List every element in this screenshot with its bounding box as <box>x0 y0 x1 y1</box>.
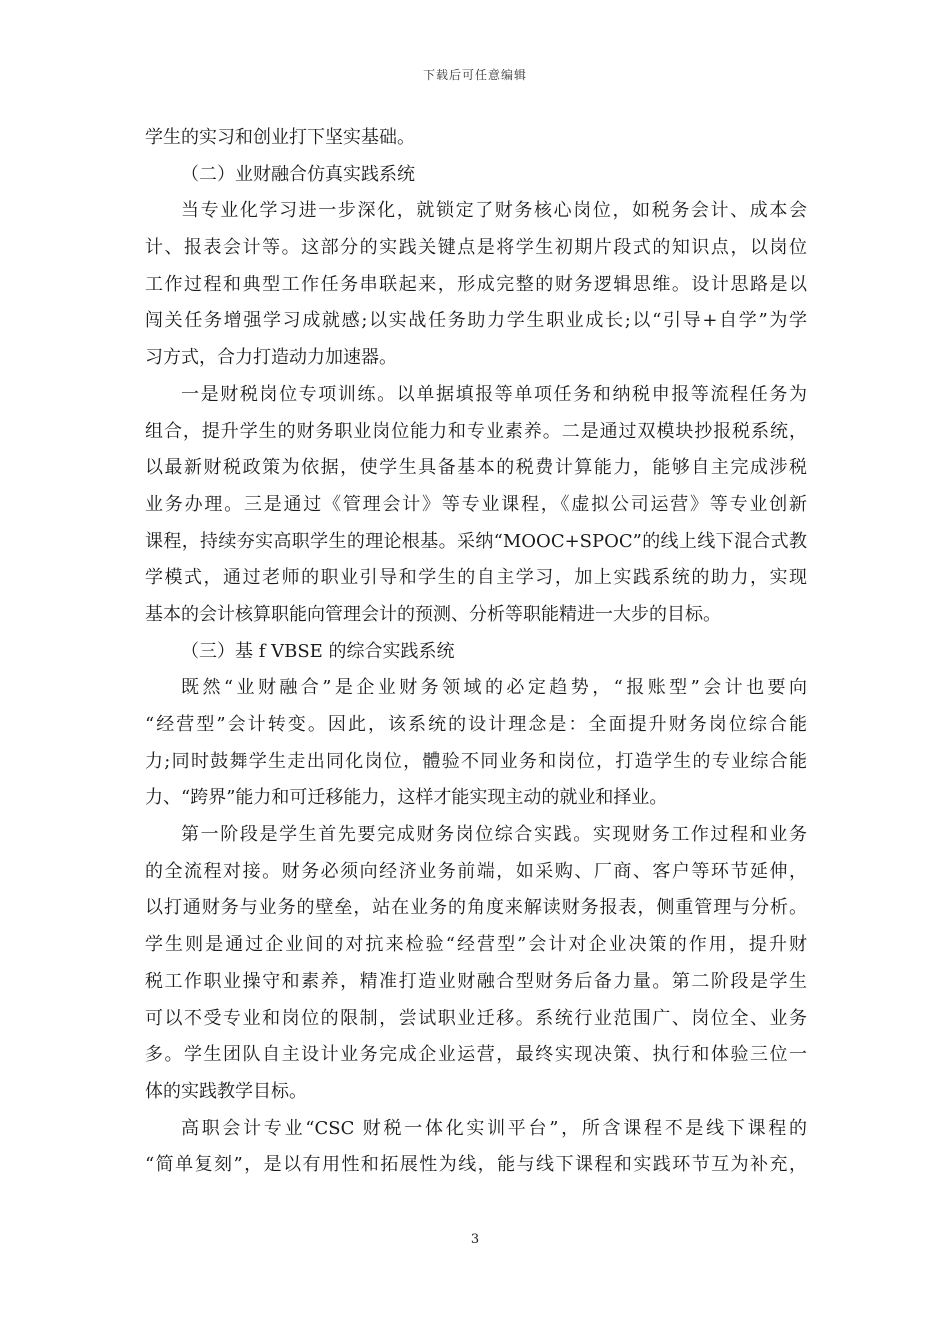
paragraph-line: 课程，持续夯实高职学生的理论根基。采纳“MOOC+SPOC”的线上线下混合式教 <box>145 530 807 552</box>
paragraph-line: 一是财税岗位专项训练。以单据填报等单项任务和纳税申报等流程任务为 <box>181 383 807 405</box>
paragraph-line: 计、报表会计等。这部分的实践关键点是将学生初期片段式的知识点，以岗位 <box>145 237 807 259</box>
paragraph-line: 闯关任务增强学习成就感;以实战任务助力学生职业成长;以“引导+自学”为学 <box>145 310 807 332</box>
paragraph-line: 税工作职业操守和素养，精准打造业财融合型财务后备力量。第二阶段是学生 <box>145 970 807 992</box>
paragraph-line: 体的实践教学目标。 <box>145 1080 307 1102</box>
paragraph-line: 可以不受专业和岗位的限制，尝试职业迁移。系统行业范围广、岗位全、业务 <box>145 1007 807 1029</box>
paragraph-line: 基本的会计核算职能向管理会计的预测、分析等职能精进一大步的目标。 <box>145 603 721 625</box>
paragraph-line: 力;同时鼓舞学生走出同化岗位，體验不同业务和岗位，打造学生的专业综合能 <box>145 750 807 772</box>
paragraph-line: 既然“业财融合”是企业财务领域的必定趋势，“报账型”会计也要向 <box>181 677 807 699</box>
paragraph-line: 高职会计专业“CSC 财税一体化实训平台”，所含课程不是线下课程的 <box>181 1117 807 1139</box>
paragraph-line: 的全流程对接。财务必须向经济业务前端，如采购、厂商、客户等环节延伸， <box>145 860 807 882</box>
section-heading-3: （三）基 f VBSE 的综合实践系统 <box>181 640 455 662</box>
page-number: 3 <box>470 1232 480 1247</box>
paragraph-line: 第一阶段是学生首先要完成财务岗位综合实践。实现财务工作过程和业务 <box>181 824 807 846</box>
document-body <box>145 120 807 1184</box>
paragraph-line: 以最新财税政策为依据，使学生具备基本的税费计算能力，能够自主完成涉税 <box>145 457 807 479</box>
paragraph-line: 力、“跨界”能力和可迁移能力，这样才能实现主动的就业和择业。 <box>145 787 668 809</box>
paragraph-line: 以打通财务与业务的壁垒，站在业务的角度来解读财务报表，侧重管理与分析。 <box>145 897 807 919</box>
section-heading-2: （二）业财融合仿真实践系统 <box>181 163 415 185</box>
page-header: 下载后可任意编辑 <box>422 68 527 82</box>
paragraph-line: 学模式，通过老师的职业引导和学生的自主学习，加上实践系统的助力，实现 <box>145 567 807 589</box>
paragraph-line: 习方式，合力打造动力加速器。 <box>145 347 397 369</box>
paragraph-line: 多。学生团队自主设计业务完成企业运营，最终实现决策、执行和体验三位一 <box>145 1044 807 1066</box>
paragraph-line: 当专业化学习进一步深化，就锁定了财务核心岗位，如税务会计、成本会 <box>181 200 807 222</box>
paragraph-line: “简单复刻”，是以有用性和拓展性为线，能与线下课程和实践环节互为补充， <box>145 1154 807 1176</box>
paragraph-line: 业务办理。三是通过《管理会计》等专业课程，《虚拟公司运营》等专业创新 <box>145 493 807 515</box>
paragraph-line: 组合，提升学生的财务职业岗位能力和专业素养。二是通过双模块抄报税系统， <box>145 420 807 442</box>
paragraph-line: 工作过程和典型工作任务串联起来，形成完整的财务逻辑思维。设计思路是以 <box>145 273 807 295</box>
paragraph-line: “经营型”会计转变。因此，该系统的设计理念是：全面提升财务岗位综合能 <box>145 714 807 735</box>
paragraph-line: 学生则是通过企业间的对抗来检验“经营型”会计对企业决策的作用，提升财 <box>145 934 807 956</box>
paragraph-line: 学生的实习和创业打下坚实基础。 <box>145 127 415 148</box>
